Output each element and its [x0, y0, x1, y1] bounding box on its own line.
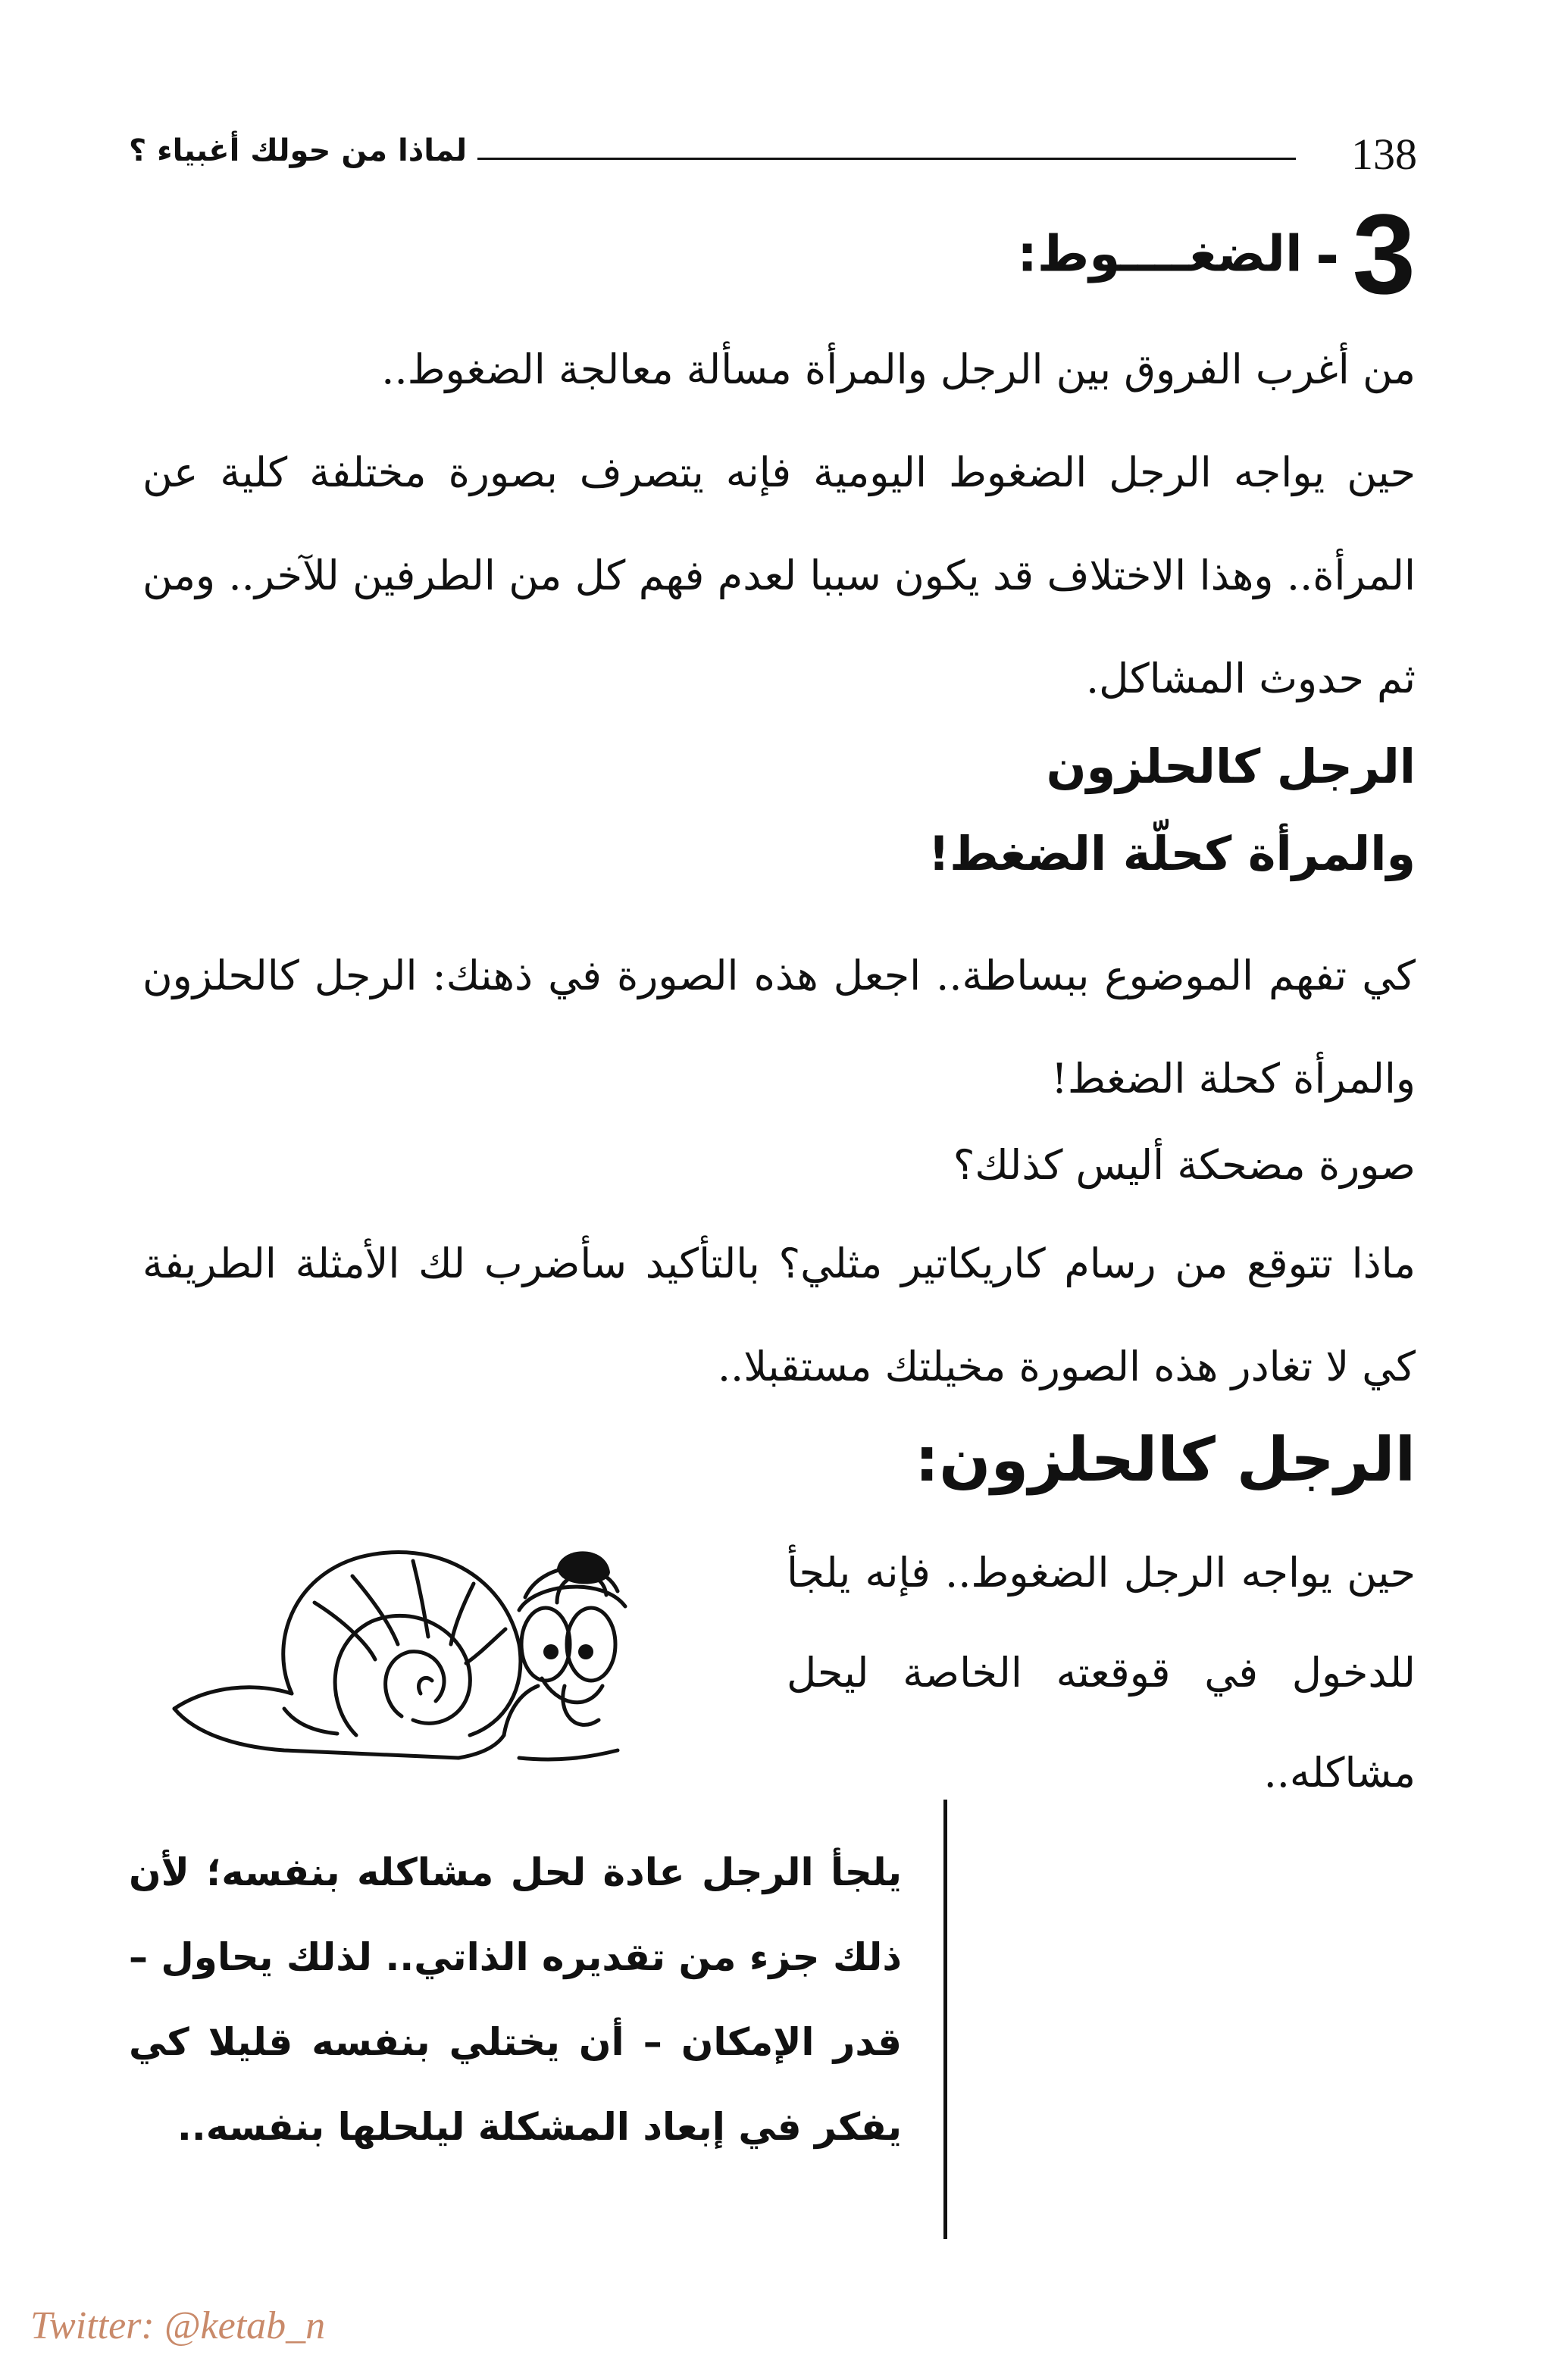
paragraph-intro: من أغرب الفروق بين الرجل والمرأة مسألة معالجة الضغوط..	[381, 346, 1416, 393]
paragraph-funny: صورة مضحكة أليس كذلك؟	[953, 1141, 1416, 1189]
boxed-quote: يلجأ الرجل عادة لحل مشاكله بنفسه؛ لأن ذلك جزء من تقديره الذاتي.. لذلك يحاول – قدر الإمكان – أن يختلي بنفسه قليلا كي يفكر في إبعاد المشكلة ليلحلها بنفسه..	[129, 1850, 902, 2149]
page-number: 138	[1351, 130, 1417, 179]
section-title: الضغــــوط:	[1017, 224, 1303, 283]
snail-with-hat-icon	[163, 1531, 678, 1781]
paragraph-metaphor: كي تفهم الموضوع ببساطة.. اجعل هذه الصورة في ذهنك: الرجل كالحلزون والمرأة كحلة الضغط!	[142, 952, 1416, 1102]
subheading-line-2: والمرأة كحلّة الضغط!	[928, 826, 1416, 881]
running-title: لماذا من حولك أغبياء ؟	[129, 133, 468, 168]
section-heading	[1017, 190, 1416, 317]
page-header	[129, 129, 1417, 182]
section-dash: -	[1316, 215, 1339, 292]
section-number: 3	[1352, 190, 1416, 317]
subheading-line-1: الرجل كالحلزون	[1046, 739, 1416, 794]
header-rule	[477, 158, 1296, 160]
snail-heading: الرجل كالحلزون:	[915, 1425, 1416, 1495]
snail-paragraph: حين يواجه الرجل الضغوط.. فإنه يلجأ للدخول في قوقعته الخاصة ليحل مشاكله..	[787, 1549, 1416, 1797]
box-divider-rule	[943, 1800, 947, 2239]
paragraph-stress: حين يواجه الرجل الضغوط اليومية فإنه يتصرف بصورة مختلفة كلية عن المرأة.. وهذا الاختلاف قد يكون سببا لعدم فهم كل من الطرفين للآخر.. ومن ثم حدوث المشاكل.	[142, 449, 1416, 702]
paragraph-caricature: ماذا تتوقع من رسام كاريكاتير مثلي؟ بالتأكيد سأضرب لك الأمثلة الطريفة كي لا تغادر هذه الصورة مخيلتك مستقبلا..	[142, 1240, 1416, 1390]
watermark: Twitter: @ketab_n	[30, 2304, 326, 2347]
